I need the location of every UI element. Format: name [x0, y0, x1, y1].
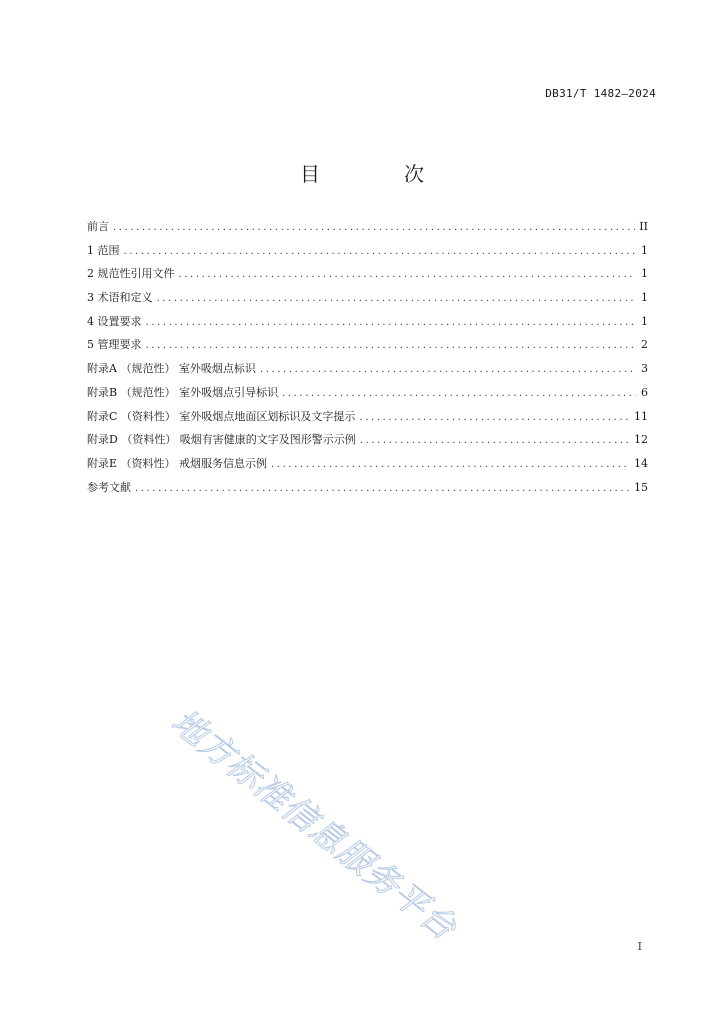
toc-entry-terms-definitions[interactable]: [87, 289, 648, 313]
toc-dot-leader: [282, 388, 636, 399]
toc-entry-page: 11: [634, 409, 648, 423]
toc-entry-label: 2 规范性引用文件: [87, 267, 175, 281]
toc-entry-label: 3 术语和定义: [87, 291, 153, 305]
toc-dot-leader: [271, 459, 630, 470]
toc-entry-label: 4 设置要求: [87, 314, 142, 328]
toc-title: 目 次: [300, 162, 456, 186]
toc-dot-leader: [146, 317, 637, 328]
page-number: I: [637, 940, 642, 953]
toc-entry-label: 附录C （资料性） 室外吸烟点地面区划标识及文字提示: [87, 409, 356, 423]
toc-entry-page: 14: [634, 456, 648, 470]
toc-dot-leader: [260, 364, 636, 375]
toc-entry-label: 参考文献: [87, 480, 131, 494]
toc-entry-label: 附录B （规范性） 室外吸烟点引导标识: [87, 385, 279, 399]
toc-entry-page: 2: [641, 338, 648, 352]
toc-entry-appendix-c[interactable]: [87, 408, 648, 432]
toc-entry-page: 1: [641, 243, 648, 257]
toc-dot-leader: [124, 246, 637, 257]
toc-entry-appendix-b[interactable]: [87, 384, 648, 408]
watermark-text: 地方标准信息服务平台: [163, 701, 464, 949]
toc-entry-foreword[interactable]: [87, 218, 648, 242]
toc-entry-label: 附录D （资料性） 吸烟有害健康的文字及图形警示示例: [87, 433, 356, 447]
toc-entry-appendix-d[interactable]: [87, 431, 648, 455]
toc-entry-page: 3: [641, 362, 648, 376]
toc-dot-leader: [146, 340, 637, 351]
toc-entry-page: II: [639, 220, 648, 233]
toc-dot-leader: [359, 412, 630, 423]
toc-entry-setup-requirements[interactable]: [87, 313, 648, 337]
toc-entry-page: 1: [641, 291, 648, 305]
toc-entry-page: 1: [641, 314, 648, 328]
document-code: DB31/T 1482—2024: [545, 87, 656, 100]
toc-entry-label: 附录E （资料性） 戒烟服务信息示例: [87, 456, 268, 470]
toc-entry-label: 5 管理要求: [87, 338, 142, 352]
toc-entry-page: 12: [634, 433, 648, 447]
toc-dot-leader: [157, 293, 637, 304]
toc-entry-label: 前言: [87, 220, 109, 233]
toc-entry-page: 6: [641, 385, 648, 399]
toc-entry-management-requirements[interactable]: [87, 336, 648, 360]
toc-entry-scope[interactable]: [87, 242, 648, 266]
table-of-contents: [87, 218, 648, 502]
toc-dot-leader: [113, 222, 635, 233]
toc-dot-leader: [179, 269, 637, 280]
toc-entry-appendix-e[interactable]: [87, 455, 648, 479]
toc-entry-normative-references[interactable]: [87, 265, 648, 289]
toc-dot-leader: [135, 483, 630, 494]
toc-entry-label: 附录A （规范性） 室外吸烟点标识: [87, 362, 256, 376]
toc-entry-label: 1 范围: [87, 243, 120, 257]
toc-dot-leader: [360, 435, 630, 446]
toc-entry-page: 15: [634, 480, 648, 494]
toc-entry-bibliography[interactable]: [87, 479, 648, 503]
toc-entry-page: 1: [641, 267, 648, 281]
toc-entry-appendix-a[interactable]: [87, 360, 648, 384]
